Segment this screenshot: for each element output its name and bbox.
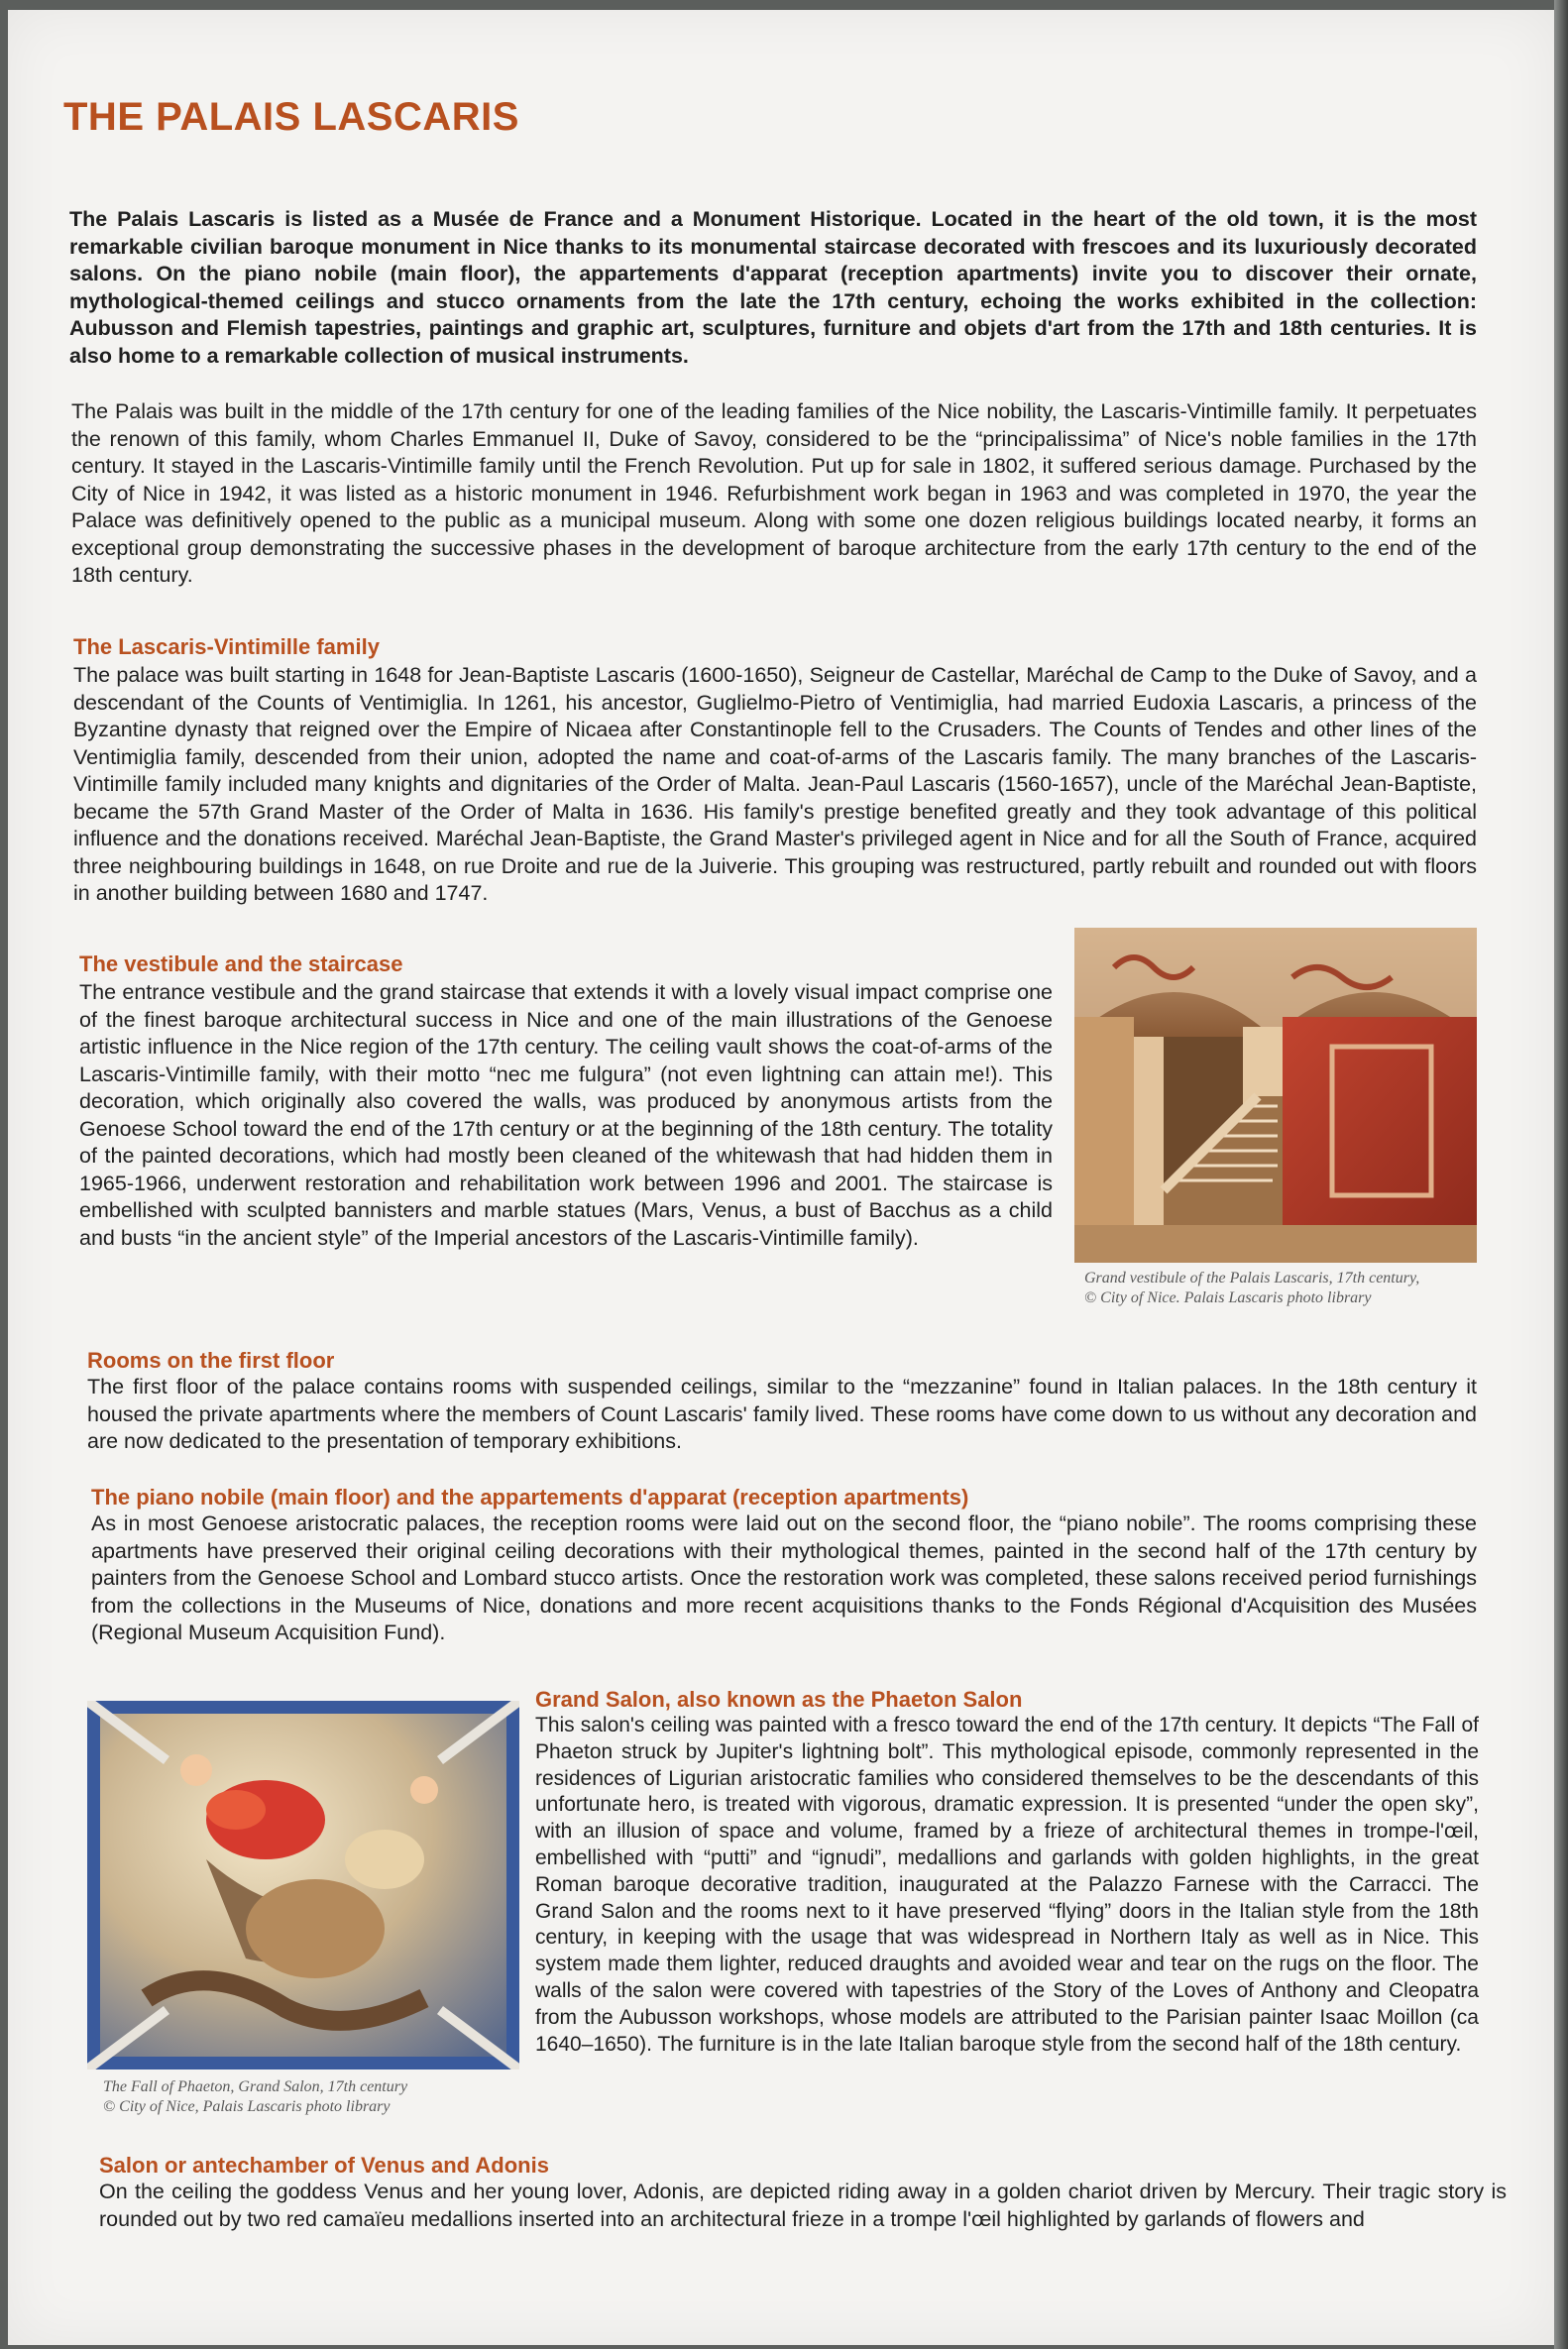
phaeton-fresco-photo <box>87 1701 519 2069</box>
section-heading-first-floor: Rooms on the first floor <box>87 1348 335 1373</box>
section-heading-piano-nobile: The piano nobile (main floor) and the appartements d'apparat (reception apartments) <box>91 1485 969 1510</box>
phaeton-caption-line1: The Fall of Phaeton, Grand Salon, 17th century <box>103 2078 408 2095</box>
vestibule-photo <box>1074 928 1477 1263</box>
vestibule-caption <box>1084 1269 1477 1308</box>
section-body-grand-salon: This salon's ceiling was painted with a fresco toward the end of the 17th century. It depicts “The Fall of Phaeton struck by Jupiter's lightning bolt”. This mythological episode, commonly represented in the residences of Ligurian aristocratic families who considered themselves to be the descendants of this unfortunate hero, is treated with vigorous, dramatic expression. It is presented “under the open sky”, with an illusion of space and volume, framed by a frieze of architectural themes in trompe-l'œil, embellished with “putti” and “ignudi”, medallions and garlands with golden highlights, in the great Roman baroque decorative tradition, inaugurated at the Palazzo Farnese with the Carracci. The Grand Salon and the rooms next to it have preserved “flying” doors in the Italian style from the 18th century, in keeping with the usage that was widespread in Northern Italy as well as in Nice. This system made them lighter, reduced draughts and avoided wear and tear on the rugs on the floor. The walls of the salon were covered with tapestries of the Story of the Loves of Anthony and Cleopatra from the Aubusson workshops, whose models are attributed to the Parisian painter Isaac Moillon (ca 1640–1650). The furniture is in the late Italian baroque style from the second half of the 18th century. <box>535 1714 1479 2056</box>
history-paragraph: The Palais was built in the middle of the 17th century for one of the leading families of the Nice nobility, the Lascaris-Vintimille family. It perpetuates the renown of this family, whom Charles Emmanuel II, Duke of Savoy, considered to be the “principalissima” of Nice's noble families in the 17th century. It stayed in the Lascaris-Vintimille family until the French Revolution. Put up for sale in 1802, it suffered serious damage. Purchased by the City of Nice in 1942, it was listed as a historic monument in 1946. Refurbishment work began in 1963 and was completed in 1970, the year the Palace was definitively opened to the public as a municipal museum. Along with some one dozen religious buildings located nearby, it forms an exceptional group demonstrating the successive phases in the development of baroque architecture from the early 17th century to the end of the 18th century. <box>71 399 1477 587</box>
section-body-piano-nobile: As in most Genoese aristocratic palaces, the reception rooms were laid out on the second floor, the “piano nobile”. The rooms comprising these apartments have preserved their original ceiling decorations with their mythological themes, painted in the second half of the 17th century by painters from the Genoese School and Lombard stucco artists. Once the restoration work was completed, these salons received period furnishings from the collections in the Museums of Nice, donations and more recent acquisitions thanks to the Fonds Régional d'Acquisition des Musées (Regional Museum Acquisition Fund). <box>91 1511 1477 1644</box>
section-body-venus-adonis: On the ceiling the goddess Venus and her young lover, Adonis, are depicted riding away in a golden chariot driven by Mercury. Their tragic story is rounded out by two red camaïeu medallions inserted into an architectural frieze in a trompe l'œil highlighted by garlands of flowers and <box>99 2180 1507 2231</box>
section-heading-vestibule: The vestibule and the staircase <box>79 951 403 976</box>
phaeton-caption-line2: © City of Nice, Palais Lascaris photo library <box>103 2098 391 2115</box>
phaeton-fresco-image <box>87 1701 519 2069</box>
vestibule-staircase-image <box>1074 928 1477 1263</box>
section-heading-grand-salon: Grand Salon, also known as the Phaeton Salon <box>535 1687 1023 1712</box>
phaeton-caption <box>103 2077 519 2117</box>
page-title: THE PALAIS LASCARIS <box>63 95 519 139</box>
section-heading-venus-adonis: Salon or antechamber of Venus and Adonis <box>99 2153 549 2178</box>
vestibule-caption-line1: Grand vestibule of the Palais Lascaris, 17th century, <box>1084 1270 1420 1286</box>
vestibule-caption-line2: © City of Nice. Palais Lascaris photo library <box>1084 1289 1372 1306</box>
section-heading-family: The Lascaris-Vintimille family <box>73 634 380 659</box>
board-edge <box>1554 0 1568 2349</box>
section-body-vestibule: The entrance vestibule and the grand staircase that extends it with a lovely visual impact comprise one of the finest baroque architectural success in Nice and one of the main illustrations of the Genoese artistic influence in the Nice region of the 17th century. The ceiling vault shows the coat-of-arms of the Lascaris-Vintimille family, with their motto “nec me fulgura” (not even lightning can attain me!). This decoration, which originally also covered the walls, was produced by anonymous artists from the Genoese School toward the end of the 17th century or at the beginning of the 18th century. The totality of the painted decorations, which had mostly been cleaned of the whitewash that had hidden them in 1965-1966, underwent restoration and rehabilitation work between 1996 and 2001. The staircase is embellished with sculpted bannisters and marble statues (Mars, Venus, a bust of Bacchus as a child and busts “in the ancient style” of the Imperial ancestors of the Lascaris-Vintimille family). <box>79 980 1053 1250</box>
section-body-family: The palace was built starting in 1648 for Jean-Baptiste Lascaris (1600-1650), Seigneur de Castellar, Maréchal de Camp to the Duke of Savoy, and a descendant of the Counts of Ventimiglia. In 1261, his ancestor, Guglielmo-Pietro of Ventimiglia, had married Eudoxia Lascaris, a princess of the Byzantine dynasty that reigned over the Empire of Nicaea after Constantinople fell to the Crusaders. The Counts of Tendes and other lines of the Ventimiglia family, descended from their union, adopted the name and coat-of-arms of the Lascaris family. The many branches of the Lascaris-Vintimille family included many knights and dignitaries of the Order of Malta. Jean-Paul Lascaris (1560-1657), uncle of the Maréchal Jean-Baptiste, became the 57th Grand Master of the Order of Malta in 1636. His family's prestige benefited greatly and they took advantage of this political influence and the donations received. Maréchal Jean-Baptiste, the Grand Master's privileged agent in Nice and for all the South of France, acquired three neighbouring buildings in 1648, on rue Droite and rue de la Juiverie. This grouping was restructured, partly rebuilt and rounded out with floors in another building between 1680 and 1747. <box>73 663 1477 905</box>
section-body-first-floor: The first floor of the palace contains rooms with suspended ceilings, similar to the “mezzanine” found in Italian palaces. In the 18th century it housed the private apartments where the members of Count Lascaris' family lived. These rooms have come down to us without any decoration and are now dedicated to the presentation of temporary exhibitions. <box>87 1375 1477 1453</box>
intro-paragraph: The Palais Lascaris is listed as a Musée de France and a Monument Historique. Located in the heart of the old town, it is the most remarkable civilian baroque monument in Nice thanks to its monumental staircase decorated with frescoes and its luxuriously decorated salons. On the piano nobile (main floor), the appartements d'apparat (reception apartments) invite you to discover their ornate, mythological-themed ceilings and stucco ornaments from the late the 17th century, echoing the works exhibited in the collection: Aubusson and Flemish tapestries, paintings and graphic art, sculptures, furniture and objets d'art from the 17th and 18th centuries. It is also home to a remarkable collection of musical instruments. <box>69 207 1477 368</box>
